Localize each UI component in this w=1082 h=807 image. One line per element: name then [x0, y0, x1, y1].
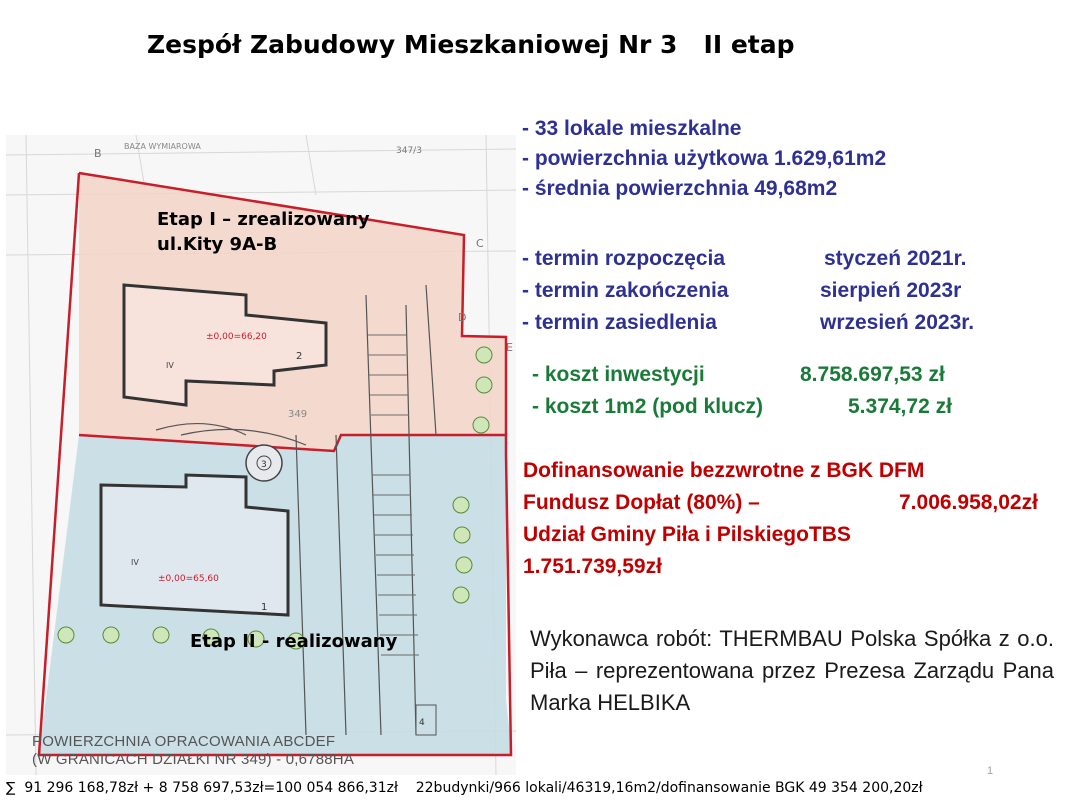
plan-caption-line1: POWIERZCHNIA OPRACOWANIA ABCDEF: [32, 733, 336, 750]
funding-block: [523, 456, 1078, 586]
label-b: B: [94, 147, 102, 160]
level-etap2: ±0,00=65,60: [158, 574, 219, 584]
cost-investment-value: 8.758.697,53 zł: [800, 363, 945, 386]
label-baza: BAZA WYMIAROWA: [124, 142, 201, 151]
bldg-number-4: 4: [419, 718, 425, 728]
stat-units: - 33 lokale mieszkalne: [522, 117, 742, 140]
roman-etap2: IV: [131, 558, 139, 567]
funding-line2-label: Fundusz Dopłat (80%) –: [523, 491, 760, 514]
site-plan: [6, 135, 516, 775]
stats-block: [522, 114, 886, 204]
cost-per-m2-label: - koszt 1m2 (pod klucz): [532, 395, 764, 418]
funding-line2-value: 7.006.958,02zł: [899, 491, 1038, 514]
level-etap1: ±0,00=66,20: [206, 332, 267, 342]
plan-caption: [32, 733, 354, 769]
term-settle-value: wrzesień 2023r.: [820, 311, 975, 334]
term-settle-label: - termin zasiedlenia: [522, 311, 717, 334]
roman-etap1: IV: [166, 361, 174, 370]
stat-usable-area: - powierzchnia użytkowa 1.629,61m2: [522, 147, 887, 170]
term-start-value: styczeń 2021r.: [824, 247, 967, 270]
cost-per-m2-value: 5.374,72 zł: [848, 395, 952, 418]
funding-line4: 1.751.739,59zł: [523, 555, 662, 578]
term-start-label: - termin rozpoczęcia: [522, 247, 726, 270]
etap1-label: [157, 207, 370, 257]
label-lot-347: 347/3: [396, 146, 422, 156]
contractor-text: Wykonawca robót: THERMBAU Polska Spółka z o.o. Piła – reprezentowana przez Prezesa Zarządu Pana Marka HELBIKA: [530, 626, 1054, 715]
label-d: D: [458, 311, 467, 324]
term-end-label: - termin zakończenia: [522, 279, 729, 302]
stat-avg-area: - średnia powierzchnia 49,68m2: [522, 177, 838, 200]
label-lot-349: 349: [288, 409, 308, 420]
funding-line1: Dofinansowanie bezzwrotne z BGK DFM: [523, 459, 925, 482]
cost-investment-label: - koszt inwestycji: [532, 363, 705, 386]
page-title: Zespół Zabudowy Mieszkaniowej Nr 3 II etap: [147, 30, 795, 59]
label-c: C: [476, 237, 484, 250]
costs-block: [532, 360, 1012, 424]
etap1-label-line2: ul.Kity 9A-B: [157, 234, 278, 255]
footer-summary: ∑ 91 296 168,78zł + 8 758 697,53zł=100 054 866,31zł 22budynki/966 lokali/46319,16m2/dofinansowanie BGK 49 354 200,20zł: [6, 780, 923, 796]
page-number: 1: [987, 765, 994, 777]
bldg-number-3: 3: [261, 460, 267, 470]
bldg-number-1: 1: [261, 602, 268, 613]
funding-line3: Udział Gminy Piła i PilskiegoTBS: [523, 523, 851, 546]
etap2-label: Etap II - realizowany: [190, 631, 398, 652]
label-e: E: [506, 341, 513, 354]
term-end-value: sierpień 2023r: [820, 279, 962, 302]
plan-caption-line2: (W GRANICACH DZIAŁKI NR 349) - 0,6788HA: [32, 751, 355, 768]
etap1-label-line1: Etap I – zrealizowany: [157, 209, 370, 230]
terms-block: [522, 244, 1042, 340]
bldg-number-2: 2: [296, 351, 303, 362]
